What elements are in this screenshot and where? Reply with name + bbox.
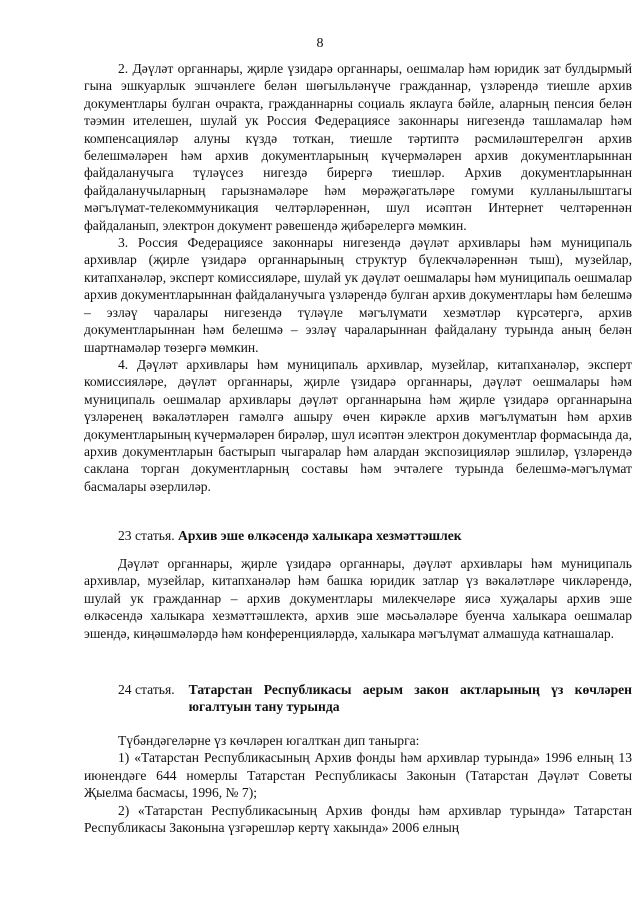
article-23-label: 23 статья.: [118, 528, 175, 543]
article-23-paragraph: Дәүләт органнары, җирле үзидарә органнары, дәүләт архивлары һәм муниципаль архивлар, музейлар, китапханәләр һәм башка юридик затлар үз вәкаләтләре чикләрендә, шулай ук гражданнар – архив документлары милекчеләре яисә хуҗалары архив эше өлкәсендә халыкара хезмәттәшлектә, архив эше мәсьәләләре буенча халыкара оешмалар эшендә, киңәшмәләрдә һәм конференцияләрдә, халыкара мәгълүмат алмашуда катнашалар.: [84, 556, 632, 641]
article-23-body: [84, 555, 632, 642]
article-24-body: [84, 732, 632, 836]
article-24-intro: Түбәндәгеләрне үз көчләрен югалткан дип танырга:: [118, 733, 420, 748]
article-24-heading: [84, 681, 632, 716]
article-24-item-1: 1) «Татарстан Республикасының Архив фонды һәм архивлар турында» 1996 елның 13 июнендәге 644 номерлы Татарстан Республикасы Законын (Татарстан Дәүләт Советы Җыелма басмасы, 1996, № 7);: [84, 750, 632, 801]
article-24-item-2: 2) «Татарстан Республикасының Архив фонды һәм архивлар турында» Татарстан Республикасы Законына үзгәрешләр кертү хакында» 2006 елның: [84, 802, 632, 836]
page-number: 8: [316, 36, 324, 51]
article-22-continuation: [84, 60, 632, 495]
paragraph-3: 3. Россия Федерациясе законнары нигезендә дәүләт архивлары һәм муниципаль архивлар (җирле үзидарә органнарының структур бүлекчәләреннән тыш), музейлар, китапханәләр, эксперт комиссияләре, шулай ук дәүләт оешмалары һәм муниципаль оешмалар архив документларыннан файдаланучыга үзләрендә булган архив документлары һәм белешмә – эзләү чаралары нигезендә түләүле мәгълүмати хезмәтләр күрсәтергә, архив документларыннан һәм белешмә – эзләү чараларыннан файдалану турында аның белән шартнамәләр төзергә мөмкин.: [84, 235, 632, 355]
article-23-heading: [84, 527, 632, 544]
paragraph-4: 4. Дәүләт архивлары һәм муниципаль архивлар, музейлар, китапханәләр, эксперт комиссияләре, дәүләт органнары, җирле үзидарә органнары, дәүләт оешмалары һәм муниципаль оешмалар архивлары дәүләт органнарына һәм җирле үзидарә органнарына үзләренең вәкаләтләрен гамәлгә ашыру өчен кирәкле архив мәгълүматын һәм архив документларының күчермәләрен бирәләр, шул исәптән электрон документлар формасында да, архив документларын бастырып чыгаралар һәм алардан экспозицияләр эшлиләр, үзләрендә саклана торган документларның составы һәм эчтәлеге турында белешмә-мәгълүмат басмалары әзерлиләр.: [84, 356, 632, 494]
article-24-label: 24 статья.: [118, 682, 175, 697]
article-24-title: Татарстан Республикасы аерым закон актларының үз көчләрен югалтуын тану турында: [188, 682, 632, 715]
article-23-title: Архив эше өлкәсендә халыкара хезмәттәшлек: [178, 528, 462, 543]
paragraph-2: 2. Дәүләт органнары, җирле үзидарә органнары, оешмалар һәм юридик зат булдырмый гына эшкуарлык эшчәнлеге белән шөгыльләнүче гражданнар, үзләрендә тиешле архив документлары булган очракта, гражданнарны социаль яклауга бәйле, аларның пенсия белән тәэмин ителешен, шулай ук Россия Федерациясе законнары нигезендә ташламалар һәм компенсацияләр алуны күздә тоткан, тиешле тәртиптә рәсмиләштерелгән архив белешмәләрен һәм архив документларының күчермәләрен архив документларыннан файдаланучыга түләүсез нигездә бирергә тиешләр. Архив документларыннан файдаланучыларның гарызнамәләре һәм мөрәҗәгатьләре гомуми кулланылыштагы мәгълүмат-телекоммуникация челтәрләреннән, шул исәптән Интернет челтәреннән файдаланып, электрон документ рәвешендә җибәрелергә мөмкин.: [84, 61, 632, 233]
